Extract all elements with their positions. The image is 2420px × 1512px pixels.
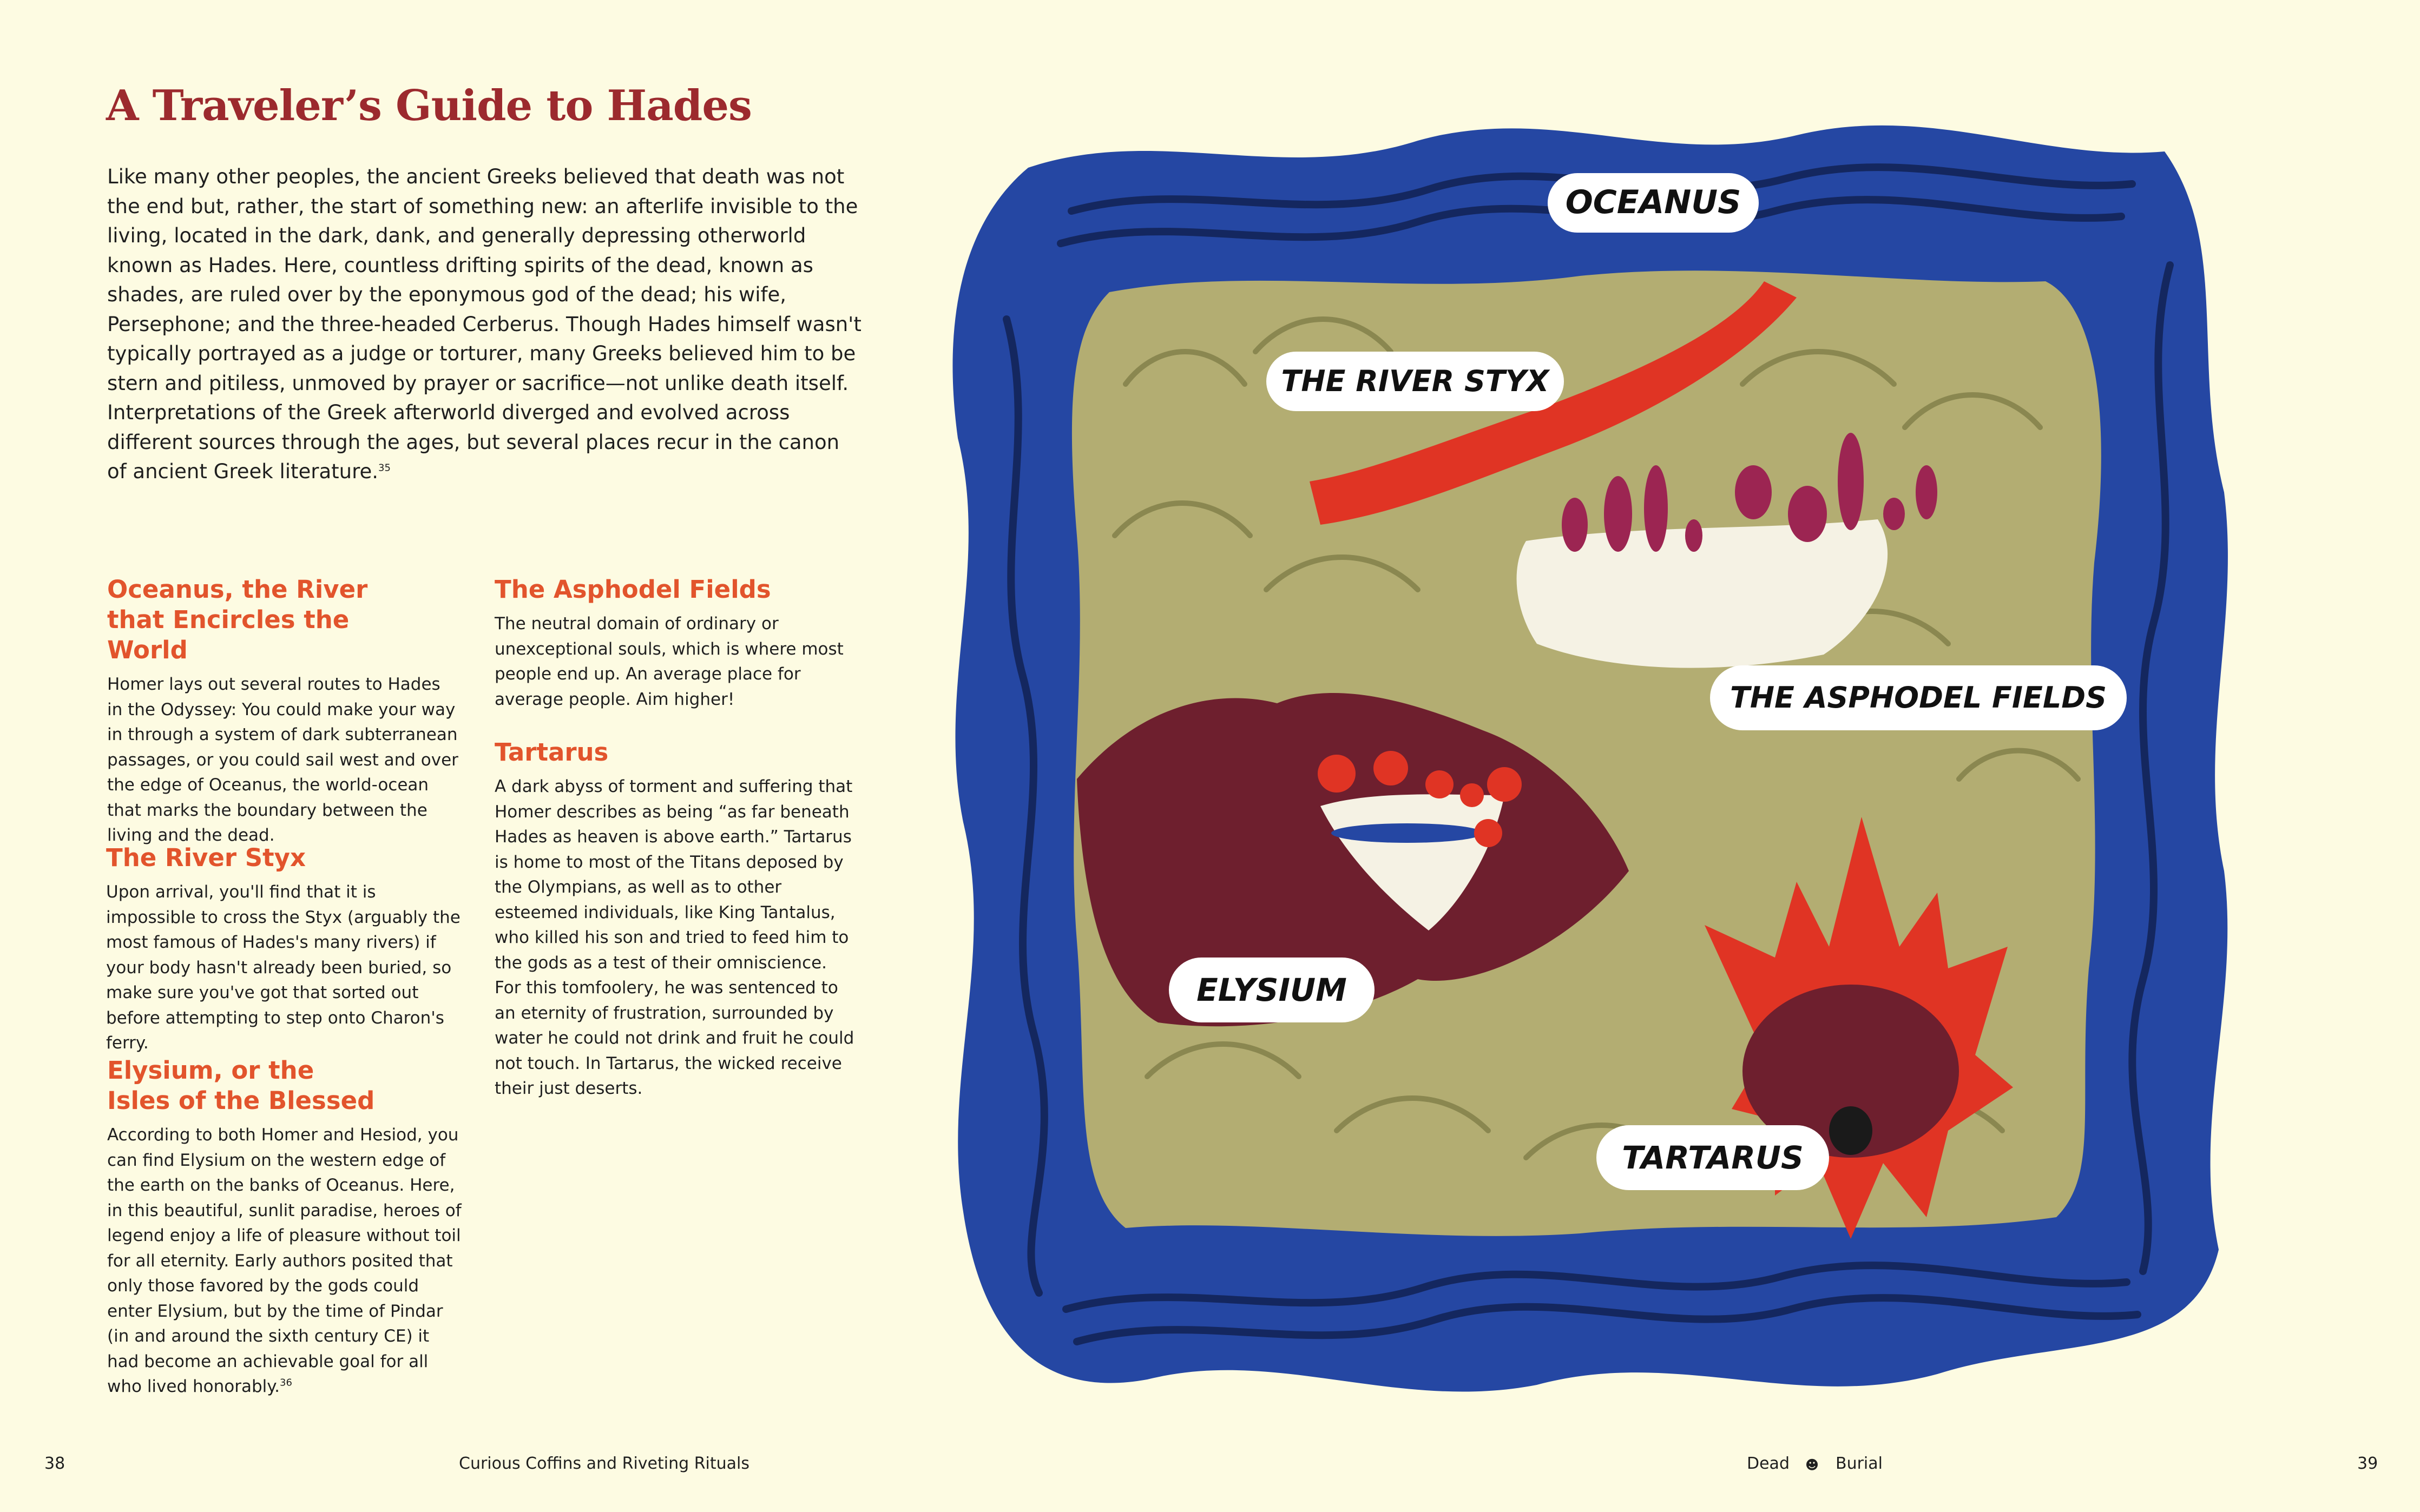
section-body: Upon arrival, you'll find that it is impossible to cross the Styx (arguably the most famous of Hades's many rivers) if your body hasn't already been buried, so make sure you've got that sorted out before attempting to step onto Charon's ferry. <box>106 882 461 1053</box>
tartarus-abyss <box>1829 1106 1872 1155</box>
section-heading: The River Styx <box>106 843 306 872</box>
section-tartarus <box>495 737 857 1101</box>
label-styx-text: THE RIVER STYX <box>1281 364 1549 398</box>
section-asphodel <box>495 575 857 712</box>
section-elysium <box>107 1055 470 1399</box>
label-tartarus <box>1596 1125 1829 1190</box>
section-heading: Elysium, or the Isles of the Blessed <box>107 1056 375 1115</box>
section-body <box>107 1123 464 1399</box>
label-asphodel <box>1710 665 2127 730</box>
chapter-right: Burial <box>1836 1454 1883 1473</box>
label-oceanus <box>1548 173 1759 233</box>
book-title-footer: Curious Coffins and Riveting Rituals <box>459 1454 750 1473</box>
section-body: A dark abyss of torment and suffering that Homer describes as being “as far beneath Hades as heaven is above earth.” Tartarus is home to most of the Titans deposed by the Olympians, as well as to other esteemed individuals, like King Tantalus, who killed his son and tried to feed him to the gods as a test of their omniscience. For this tomfoolery, he was sentenced to an eternity of frustration, surrounded by water he could not drink and fruit he could not touch. In Tartarus, the wicked receive their just deserts. <box>495 777 854 1098</box>
label-elysium <box>1169 958 1375 1022</box>
hades-map-illustration <box>931 103 2240 1412</box>
section-styx <box>106 843 469 1056</box>
label-asphodel-text: THE ASPHODEL FIELDS <box>1730 681 2107 715</box>
label-elysium-text: ELYSIUM <box>1196 972 1347 1008</box>
skull-icon: ☻ <box>1805 1457 1819 1473</box>
chapter-left: Dead <box>1747 1454 1790 1473</box>
intro-paragraph <box>107 162 865 487</box>
section-body: The neutral domain of ordinary or unexceptional souls, which is where most people end up. An average place for average people. Aim higher! <box>495 614 844 709</box>
label-tartarus-text: TARTARUS <box>1622 1139 1804 1176</box>
section-heading: Tartarus <box>495 738 609 767</box>
label-styx <box>1266 352 1564 411</box>
intro-text: Like many other peoples, the ancient Greeks believed that death was not the end but, rather, the start of something new: an afterlife invisible to the living, located in the dark, dank, and generally depressing otherworld known as Hades. Here, countless drifting spirits of the dead, known as shades, are ruled over by the eponymous god of the dead; his wife, Persephone; and the three-headed Cerberus. Though Hades himself wasn't typically portrayed as a judge or torturer, many Greeks believed him to be stern and pitiless, unmoved by prayer or sacrifice—not unlike death itself. Interpretations of the Greek afterworld diverged and evolved across different sources through the ages, but several places recur in the canon of ancient Greek literature. <box>107 165 862 483</box>
section-body: Homer lays out several routes to Hades in the Odyssey: You could make your way in through a system of dark subterranean passages, or you could sail west and over the edge of Oceanus, the world-ocean that marks the boundary between the living and the dead. <box>107 675 458 845</box>
section-body-text: According to both Homer and Hesiod, you can find Elysium on the western edge of the earth on the banks of Oceanus. Here, in this beautiful, sunlit paradise, heroes of legend enjoy a life of pleasure without toil for all eternity. Early authors posited that only those favored by the gods could enter Elysium, but by the time of Pindar (in and around the sixth century CE) it had become an achievable goal for all who lived honorably. <box>107 1125 462 1396</box>
section-heading: The Asphodel Fields <box>495 575 771 604</box>
footnote-ref: 36 <box>280 1377 292 1389</box>
elysium-lake <box>1331 823 1483 843</box>
label-oceanus-text: OCEANUS <box>1565 183 1741 221</box>
page-title: A Traveler’s Guide to Hades <box>106 81 752 130</box>
page-number-right: 39 <box>2357 1454 2378 1473</box>
page-number-left: 38 <box>44 1454 65 1473</box>
section-heading: Oceanus, the River that Encircles the World <box>107 575 368 664</box>
section-oceanus <box>107 575 470 848</box>
footnote-ref: 35 <box>378 462 391 474</box>
